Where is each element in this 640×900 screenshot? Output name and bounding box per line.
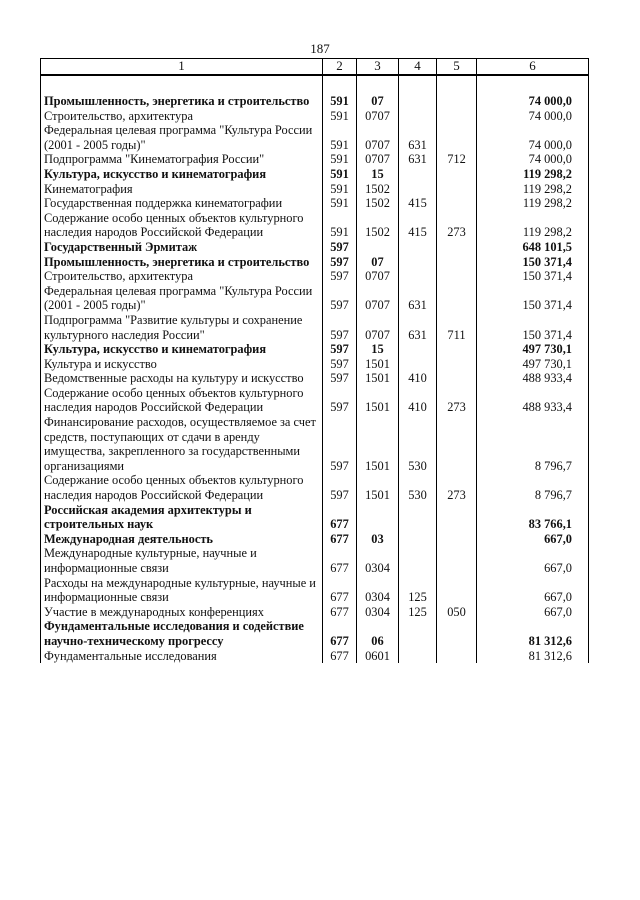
row-code-3: 0304 (357, 546, 399, 575)
row-code-4: 415 (399, 211, 437, 240)
row-amount: 667,0 (477, 605, 589, 620)
row-code-2: 591 (323, 182, 357, 197)
row-name: Фундаментальные исследования (41, 649, 323, 664)
row-amount: 667,0 (477, 546, 589, 575)
row-name: Культура, искусство и кинематография (41, 167, 323, 182)
row-amount: 74 000,0 (477, 123, 589, 152)
table-row (41, 619, 589, 648)
table-row (41, 546, 589, 575)
row-code-5 (437, 240, 477, 255)
row-name: Строительство, архитектура (41, 269, 323, 284)
row-name: Промышленность, энергетика и строительство (41, 255, 323, 270)
row-code-2: 677 (323, 532, 357, 547)
row-code-5 (437, 576, 477, 605)
row-code-3: 03 (357, 532, 399, 547)
table-row (41, 576, 589, 605)
row-code-3: 07 (357, 255, 399, 270)
row-code-4 (399, 167, 437, 182)
row-code-3: 0707 (357, 313, 399, 342)
row-code-4 (399, 649, 437, 664)
row-code-4: 125 (399, 576, 437, 605)
table-row (41, 123, 589, 152)
row-code-5 (437, 357, 477, 372)
row-code-2: 597 (323, 415, 357, 473)
row-code-2: 677 (323, 503, 357, 532)
row-code-4 (399, 240, 437, 255)
row-code-2: 597 (323, 255, 357, 270)
column-header-1: 1 (41, 59, 323, 76)
row-amount: 488 933,4 (477, 371, 589, 386)
table-row (41, 649, 589, 664)
table-row (41, 284, 589, 313)
row-code-4 (399, 503, 437, 532)
row-code-4: 631 (399, 313, 437, 342)
row-amount: 81 312,6 (477, 619, 589, 648)
row-code-3: 07 (357, 94, 399, 109)
row-code-2: 597 (323, 240, 357, 255)
row-code-4: 631 (399, 123, 437, 152)
row-name: Фундаментальные исследования и содействие научно-техническому прогрессу (41, 619, 323, 648)
budget-table (40, 58, 589, 663)
row-amount: 119 298,2 (477, 196, 589, 211)
table-body (41, 75, 589, 663)
table-row (41, 342, 589, 357)
row-code-2: 591 (323, 109, 357, 124)
row-amount: 648 101,5 (477, 240, 589, 255)
table-row (41, 255, 589, 270)
row-amount: 8 796,7 (477, 415, 589, 473)
spacer-row (41, 75, 589, 94)
row-name: Международная деятельность (41, 532, 323, 547)
table-row (41, 167, 589, 182)
row-code-5 (437, 342, 477, 357)
row-name: Финансирование расходов, осуществляемое за счет средств, поступающих от сдачи в аренду имущества, закрепленного за государственными организациями (41, 415, 323, 473)
table-header-row (41, 59, 589, 76)
row-code-5 (437, 94, 477, 109)
table-row (41, 182, 589, 197)
page-number: 187 (310, 41, 330, 56)
row-amount: 8 796,7 (477, 473, 589, 502)
row-code-3: 1502 (357, 182, 399, 197)
row-amount: 150 371,4 (477, 313, 589, 342)
row-name: Подпрограмма "Развитие культуры и сохранение культурного наследия России" (41, 313, 323, 342)
row-code-4: 410 (399, 386, 437, 415)
row-code-3: 0707 (357, 284, 399, 313)
table-row (41, 605, 589, 620)
column-header-2: 2 (323, 59, 357, 76)
row-name: Содержание особо ценных объектов культурного наследия народов Российской Федерации (41, 386, 323, 415)
row-code-4 (399, 619, 437, 648)
row-name: Российская академия архитектуры и строительных наук (41, 503, 323, 532)
row-code-5 (437, 182, 477, 197)
row-amount: 74 000,0 (477, 152, 589, 167)
row-amount: 83 766,1 (477, 503, 589, 532)
row-code-5 (437, 503, 477, 532)
row-code-3: 15 (357, 342, 399, 357)
row-code-5 (437, 649, 477, 664)
table-row (41, 109, 589, 124)
row-code-3: 1501 (357, 415, 399, 473)
row-code-5 (437, 123, 477, 152)
row-code-5: 050 (437, 605, 477, 620)
row-code-4 (399, 532, 437, 547)
row-name: Международные культурные, научные и информационные связи (41, 546, 323, 575)
row-name: Государственная поддержка кинематографии (41, 196, 323, 211)
row-code-5 (437, 532, 477, 547)
table-row (41, 532, 589, 547)
row-code-3: 0304 (357, 605, 399, 620)
row-name: Кинематография (41, 182, 323, 197)
table-row (41, 211, 589, 240)
row-code-2: 597 (323, 313, 357, 342)
table-row (41, 357, 589, 372)
row-amount: 667,0 (477, 532, 589, 547)
row-name: Ведомственные расходы на культуру и искусство (41, 371, 323, 386)
row-code-3: 1501 (357, 357, 399, 372)
row-code-4 (399, 255, 437, 270)
row-code-3: 15 (357, 167, 399, 182)
row-amount: 81 312,6 (477, 649, 589, 664)
column-header-4: 4 (399, 59, 437, 76)
row-code-2: 597 (323, 357, 357, 372)
row-amount: 119 298,2 (477, 167, 589, 182)
row-name: Содержание особо ценных объектов культурного наследия народов Российской Федерации (41, 473, 323, 502)
row-code-4 (399, 182, 437, 197)
row-code-4 (399, 357, 437, 372)
row-amount: 488 933,4 (477, 386, 589, 415)
row-code-5 (437, 255, 477, 270)
row-name: Участие в международных конференциях (41, 605, 323, 620)
row-name: Расходы на международные культурные, научные и информационные связи (41, 576, 323, 605)
row-code-5 (437, 415, 477, 473)
row-code-2: 597 (323, 371, 357, 386)
row-name: Строительство, архитектура (41, 109, 323, 124)
row-code-5: 273 (437, 386, 477, 415)
row-amount: 119 298,2 (477, 182, 589, 197)
row-code-2: 597 (323, 342, 357, 357)
row-code-3: 0304 (357, 576, 399, 605)
row-code-3: 1502 (357, 211, 399, 240)
row-code-3: 1502 (357, 196, 399, 211)
row-amount: 150 371,4 (477, 269, 589, 284)
table-row (41, 196, 589, 211)
column-header-6: 6 (477, 59, 589, 76)
row-code-2: 597 (323, 269, 357, 284)
row-code-3: 0707 (357, 269, 399, 284)
row-code-4: 125 (399, 605, 437, 620)
table-row (41, 386, 589, 415)
row-name: Подпрограмма "Кинематография России" (41, 152, 323, 167)
row-code-2: 677 (323, 649, 357, 664)
table-row (41, 269, 589, 284)
row-code-3: 06 (357, 619, 399, 648)
row-code-2: 677 (323, 546, 357, 575)
row-code-2: 597 (323, 473, 357, 502)
row-code-2: 591 (323, 167, 357, 182)
table-row (41, 240, 589, 255)
row-code-3 (357, 503, 399, 532)
row-code-2: 591 (323, 196, 357, 211)
row-amount: 667,0 (477, 576, 589, 605)
table-row (41, 371, 589, 386)
column-header-5: 5 (437, 59, 477, 76)
row-code-2: 591 (323, 152, 357, 167)
row-code-5: 273 (437, 211, 477, 240)
row-code-5 (437, 619, 477, 648)
row-name: Государственный Эрмитаж (41, 240, 323, 255)
row-amount: 497 730,1 (477, 357, 589, 372)
row-amount: 74 000,0 (477, 94, 589, 109)
row-code-3: 1501 (357, 386, 399, 415)
row-code-2: 591 (323, 94, 357, 109)
row-code-2: 597 (323, 386, 357, 415)
row-code-5 (437, 196, 477, 211)
table-row (41, 415, 589, 473)
row-code-4: 415 (399, 196, 437, 211)
row-amount: 119 298,2 (477, 211, 589, 240)
row-code-2: 677 (323, 619, 357, 648)
row-code-3: 0707 (357, 123, 399, 152)
row-amount: 150 371,4 (477, 284, 589, 313)
row-code-5 (437, 109, 477, 124)
row-code-4 (399, 269, 437, 284)
row-code-2: 591 (323, 211, 357, 240)
row-code-4: 631 (399, 284, 437, 313)
row-code-4: 410 (399, 371, 437, 386)
row-code-2: 597 (323, 284, 357, 313)
row-name: Культура и искусство (41, 357, 323, 372)
row-name: Федеральная целевая программа "Культура России (2001 - 2005 годы)" (41, 123, 323, 152)
row-code-5 (437, 284, 477, 313)
row-code-3: 1501 (357, 473, 399, 502)
row-code-5 (437, 269, 477, 284)
row-code-3: 0601 (357, 649, 399, 664)
row-code-4 (399, 342, 437, 357)
row-code-3: 0707 (357, 109, 399, 124)
row-amount: 150 371,4 (477, 255, 589, 270)
row-code-5 (437, 371, 477, 386)
table-row (41, 473, 589, 502)
row-code-5: 273 (437, 473, 477, 502)
row-amount: 74 000,0 (477, 109, 589, 124)
row-code-3 (357, 240, 399, 255)
row-code-4: 631 (399, 152, 437, 167)
row-code-4 (399, 94, 437, 109)
row-code-2: 677 (323, 605, 357, 620)
table-row (41, 503, 589, 532)
row-name: Содержание особо ценных объектов культурного наследия народов Российской Федерации (41, 211, 323, 240)
row-code-4: 530 (399, 415, 437, 473)
column-header-3: 3 (357, 59, 399, 76)
row-code-4 (399, 109, 437, 124)
row-name: Культура, искусство и кинематография (41, 342, 323, 357)
row-name: Промышленность, энергетика и строительство (41, 94, 323, 109)
row-code-5 (437, 167, 477, 182)
row-amount: 497 730,1 (477, 342, 589, 357)
row-code-5: 711 (437, 313, 477, 342)
table-row (41, 94, 589, 109)
row-code-3: 1501 (357, 371, 399, 386)
row-code-4: 530 (399, 473, 437, 502)
table-row (41, 313, 589, 342)
row-code-3: 0707 (357, 152, 399, 167)
row-name: Федеральная целевая программа "Культура России (2001 - 2005 годы)" (41, 284, 323, 313)
row-code-5 (437, 546, 477, 575)
table-row (41, 152, 589, 167)
row-code-2: 677 (323, 576, 357, 605)
row-code-4 (399, 546, 437, 575)
row-code-5: 712 (437, 152, 477, 167)
row-code-2: 591 (323, 123, 357, 152)
